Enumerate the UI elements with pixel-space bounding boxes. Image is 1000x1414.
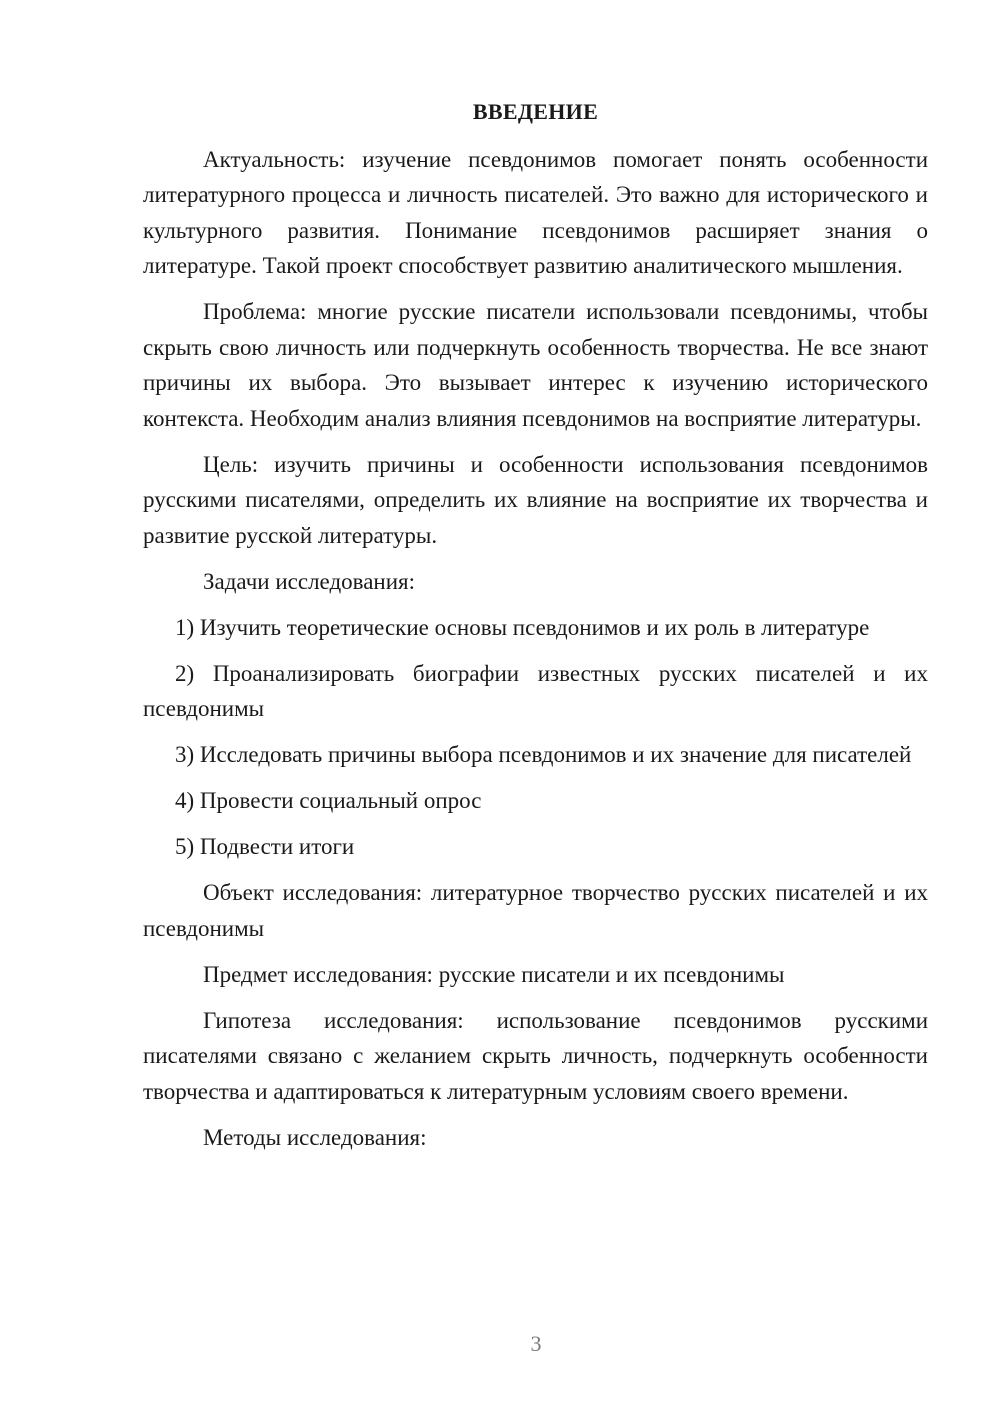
task-item-2: 2) Проанализировать биографии известных русских писателей и их псевдонимы xyxy=(143,660,928,721)
paragraph-goal: Цель: изучить причины и особенности использования псевдонимов русскими писателями, определить их влияние на восприятие их творчества и развитие русской литературы. xyxy=(143,451,928,548)
task-item-4: 4) Провести социальный опрос xyxy=(175,788,482,813)
task-item-3: 3) Исследовать причины выбора псевдонимов и их значение для писателей xyxy=(175,742,912,767)
task-item-5: 5) Подвести итоги xyxy=(175,834,355,859)
task-item-1: 1) Изучить теоретические основы псевдонимов и их роль в литературе xyxy=(175,614,870,640)
paragraph-object: Объект исследования: литературное творчество русских писателей и их псевдонимы xyxy=(143,880,928,941)
section-title: ВВЕДЕНИЕ xyxy=(472,99,599,124)
paragraph-methods: Методы исследования: xyxy=(203,1124,427,1150)
paragraph-hypothesis: Гипотеза исследования: использование псевдонимов русскими писателями связано с желанием скрыть личность, подчеркнуть особенности творчества и адаптироваться к литературным условиям своего времени. xyxy=(143,1007,928,1104)
paragraph-subject: Предмет исследования: русские писатели и их псевдонимы xyxy=(203,961,785,987)
paragraph-relevance: Актуальность: изучение псевдонимов помогает понять особенности литературного процесса и личность писателей. Это важно для исторического и культурного развития. Понимание псевдонимов расширяет знания о литературе. Такой проект способствует развитию аналитического мышления. xyxy=(143,146,928,278)
paragraph-problem: Проблема: многие русские писатели использовали псевдонимы, чтобы скрыть свою личность или подчеркнуть особенность творчества. Не все знают причины их выбора. Это вызывает интерес к изучению исторического контекста. Необходим анализ влияния псевдонимов на восприятие литературы. xyxy=(143,299,928,431)
page-number: 3 xyxy=(530,1331,542,1356)
tasks-heading: Задачи исследования: xyxy=(203,568,416,594)
document-page xyxy=(143,94,928,1166)
